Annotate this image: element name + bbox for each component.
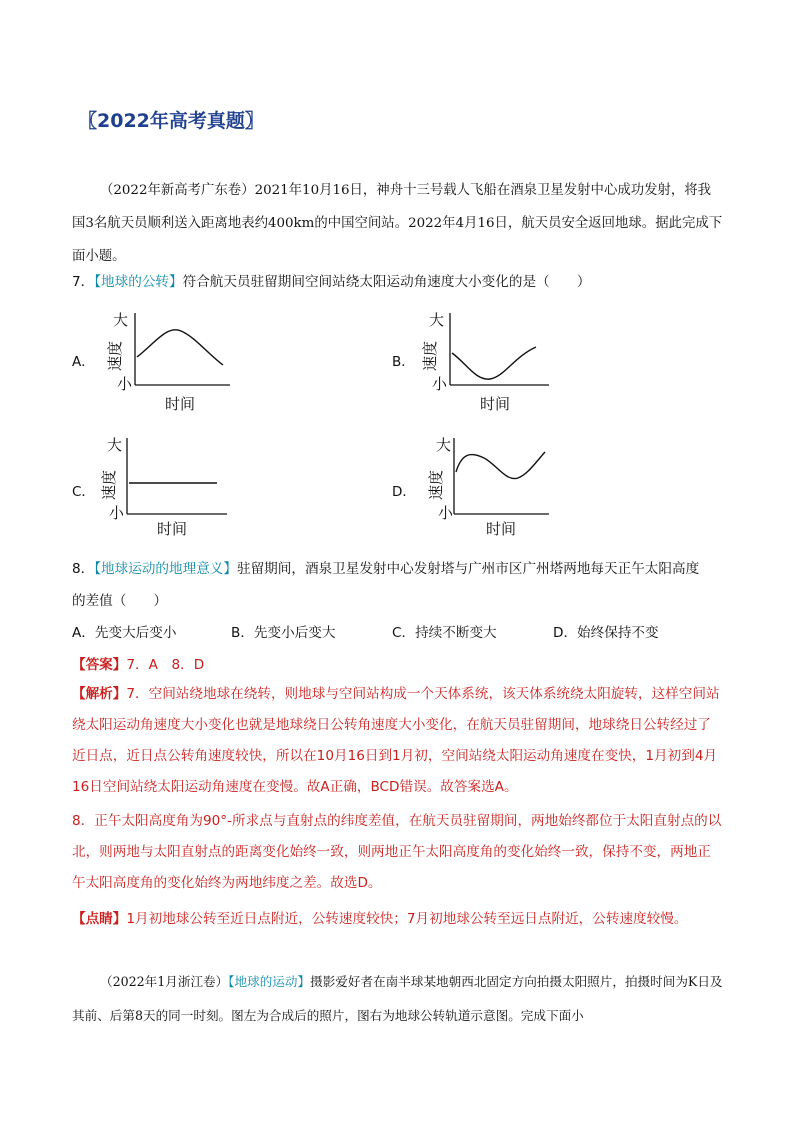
question-8-text-line1: 驻留期间，酒泉卫星发射中心发射塔与广州市区广州塔两地每天正午太阳高度 — [236, 561, 700, 577]
option-b-label: B． — [392, 354, 415, 370]
y-axis-label: 速度 — [106, 340, 124, 371]
answer-row — [72, 653, 204, 673]
section-title: 〖2022年高考真题〗 — [78, 110, 264, 132]
question-7-text: 符合航天员驻留期间空间站绕太阳运动角速度大小变化的是（ ） — [182, 274, 591, 290]
axis-min-label: 小 — [109, 504, 125, 522]
x-axis-label: 时间 — [165, 395, 196, 413]
analysis-7 — [72, 679, 724, 803]
analysis-8: 8．正午太阳高度角为90°-所求点与直射点的纬度差值，在航天员驻留期间，两地始终都位于太阳直射点的以北，则两地与太阳直射点的距离变化始终一致，则两地正午太阳高度角的变化始终一致，保持不变，两地正午太阳高度角的变化始终为两地纬度之差。故选D。 — [72, 813, 722, 891]
option-d-label: D． — [392, 484, 416, 500]
y-axis-label: 速度 — [427, 469, 445, 500]
choice-a: A．先变大后变小 — [72, 625, 177, 641]
option-a-label: A． — [72, 354, 95, 370]
axis-min-label: 小 — [432, 375, 448, 393]
answer-label: 【答案】 — [72, 657, 127, 673]
axis-max-label: 大 — [107, 436, 123, 454]
question-8-text-line2: 的差值（ ） — [72, 593, 168, 609]
question-7 — [72, 270, 590, 290]
option-d-graph — [414, 430, 554, 540]
y-axis-label: 速度 — [100, 469, 118, 500]
x-axis-label: 时间 — [157, 520, 188, 538]
x-axis-label: 时间 — [480, 395, 511, 413]
axis-max-label: 大 — [436, 436, 452, 454]
next-question-source: （2022年1月浙江卷） — [100, 974, 229, 989]
question-8 — [72, 557, 699, 577]
question-8-number: 8． — [72, 561, 95, 577]
axis-max-label: 大 — [113, 311, 129, 329]
question-7-number: 7． — [72, 274, 95, 290]
question-intro: （2022年新高考广东卷）2021年10月16日，神舟十三号载人飞船在酒泉卫星发射中心成功发射，将我国3名航天员顺利送入距离地表约400km的中国空间站。2022年4月16日，航天员安全返回地球。据此完成下面小题。 — [72, 183, 723, 264]
analysis-7-text: 7．空间站绕地球在绕转，则地球与空间站构成一个天体系统，该天体系统绕太阳旋转，这样空间站绕太阳运动角速度大小变化也就是地球绕日公转角速度大小变化，在航天员驻留期间，地球绕日公转经过了近日点，近日点公转角速度较快，所以在10月16日到1月初，空间站绕太阳运动角速度在变快，1月初到4月16日空间站绕太阳运动角速度在变慢。故A正确，BCD错误。故答案选A。 — [72, 686, 720, 795]
option-d-curve — [456, 452, 545, 479]
tip-row — [72, 907, 687, 927]
answer-text: 7．A 8．D — [126, 657, 205, 673]
next-question-tag: 【地球的运动】 — [228, 974, 311, 989]
option-a-curve — [137, 330, 223, 365]
choice-c: C．持续不断变大 — [392, 625, 497, 641]
tip-text: 1月初地球公转至近日点附近，公转速度较快；7月初地球公转至远日点附近，公转速度较慢。 — [126, 911, 688, 927]
question-8-tag: 【地球运动的地理意义】 — [94, 561, 237, 577]
option-a-graph — [95, 305, 235, 415]
axis-max-label: 大 — [429, 311, 445, 329]
next-question-intro — [72, 965, 724, 1033]
choice-b: B．先变小后变大 — [231, 625, 336, 641]
axis-min-label: 小 — [117, 375, 133, 393]
question-8-choices — [72, 621, 724, 641]
x-axis-label: 时间 — [486, 520, 517, 538]
next-question-text: 摄影爱好者在南半球某地朝西北固定方向拍摄太阳照片，拍摄时间为K日及其前、后第8天的同一时刻。图左为合成后的照片，图右为地球公转轨道示意图。完成下面小 — [72, 974, 723, 1023]
analysis-label: 【解析】 — [72, 686, 127, 702]
option-c-graph — [95, 430, 235, 540]
question-7-tag: 【地球的公转】 — [94, 274, 183, 290]
axis-min-label: 小 — [438, 504, 454, 522]
tip-label: 【点睛】 — [72, 911, 127, 927]
option-b-graph — [414, 305, 554, 415]
y-axis-label: 速度 — [421, 340, 439, 371]
choice-d: D．始终保持不变 — [553, 625, 659, 641]
option-b-curve — [452, 347, 536, 379]
option-c-label: C． — [72, 484, 95, 500]
